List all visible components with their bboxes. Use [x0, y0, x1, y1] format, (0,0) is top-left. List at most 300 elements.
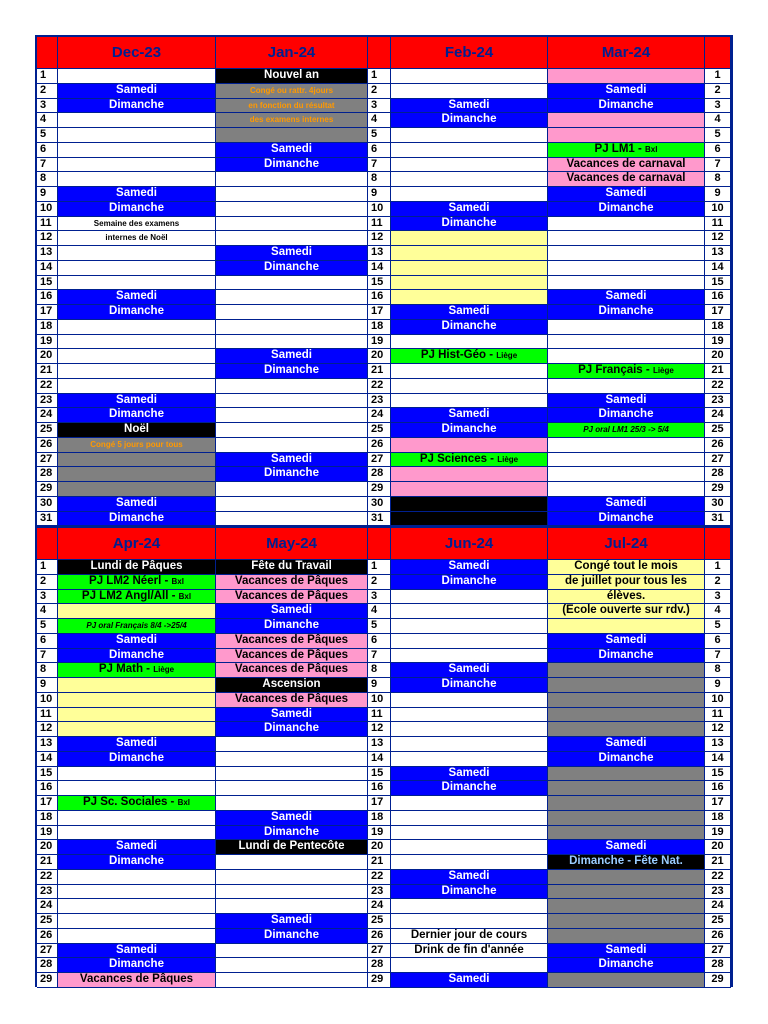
- day-number: 28: [368, 958, 391, 973]
- day-cell-mar-20: [548, 349, 705, 364]
- day-number: 25: [368, 914, 391, 929]
- day-cell-jul-6: [548, 634, 705, 649]
- day-number: 18: [37, 811, 58, 826]
- day-cell-feb-5: [391, 128, 548, 143]
- event-label: élèves.: [606, 589, 646, 602]
- day-cell-apr-1: [58, 560, 216, 575]
- day-number: 29: [368, 482, 391, 497]
- event-label: Dimanche: [598, 511, 654, 524]
- day-cell-may-25: [216, 914, 368, 929]
- day-cell-jun-20: [391, 840, 548, 855]
- day-number: 19: [705, 826, 731, 841]
- event-label: PJ Hist-Géo -: [420, 349, 497, 362]
- event-label: Lundi de Pâques: [90, 560, 183, 572]
- day-cell-jul-21: [548, 855, 705, 870]
- day-number: 12: [37, 722, 58, 737]
- day-number: 25: [705, 914, 731, 929]
- day-cell-feb-24: [391, 408, 548, 423]
- day-cell-dec-15: [58, 276, 216, 291]
- month-header-feb: [391, 37, 548, 69]
- event-label: Dimanche: [264, 157, 319, 170]
- event-label: PJ Sciences -: [419, 452, 498, 465]
- day-number: 1: [705, 560, 731, 575]
- day-cell-jul-26: [548, 929, 705, 944]
- day-cell-may-4: [216, 604, 368, 619]
- day-number: 27: [705, 944, 731, 959]
- day-number: 29: [705, 482, 731, 497]
- day-cell-mar-14: [548, 261, 705, 276]
- day-number: 21: [37, 855, 58, 870]
- day-number: 24: [368, 899, 391, 914]
- event-label: internes de Noël: [105, 233, 168, 243]
- day-cell-dec-3: [58, 99, 216, 114]
- day-cell-jan-23: [216, 394, 368, 409]
- day-number: 26: [37, 438, 58, 453]
- event-label: Dimanche: [598, 958, 654, 971]
- day-number: 2: [368, 575, 391, 590]
- day-cell-jun-18: [391, 811, 548, 826]
- day-cell-jul-15: [548, 767, 705, 782]
- day-number: 10: [37, 202, 58, 217]
- day-number: 5: [37, 619, 58, 634]
- day-cell-apr-10: [58, 693, 216, 708]
- day-cell-dec-28: [58, 467, 216, 482]
- day-cell-may-29: [216, 973, 368, 988]
- day-number: 1: [37, 560, 58, 575]
- event-label: Vacances de Pâques: [234, 648, 349, 661]
- day-cell-jan-4: [216, 113, 368, 128]
- day-cell-apr-24: [58, 899, 216, 914]
- day-cell-jun-14: [391, 752, 548, 767]
- day-number: 19: [37, 335, 58, 350]
- day-cell-jul-19: [548, 826, 705, 841]
- day-cell-jun-1: [391, 560, 548, 575]
- day-number: 3: [37, 590, 58, 605]
- day-cell-jan-2: [216, 84, 368, 99]
- event-label: (Ecole ouverte sur rdv.): [562, 604, 690, 617]
- event-label: Samedi: [605, 393, 647, 406]
- day-number: 8: [705, 172, 731, 187]
- day-cell-apr-20: [58, 840, 216, 855]
- event-label: Dimanche: [109, 648, 164, 661]
- day-cell-jun-23: [391, 885, 548, 900]
- day-cell-mar-27: [548, 453, 705, 468]
- event-label: Samedi: [116, 840, 157, 853]
- day-number: 25: [368, 423, 391, 438]
- day-number: 2: [705, 84, 731, 99]
- day-cell-jan-29: [216, 482, 368, 497]
- day-cell-may-6: [216, 634, 368, 649]
- day-cell-jul-8: [548, 663, 705, 678]
- day-cell-mar-8: [548, 172, 705, 187]
- day-cell-jan-22: [216, 379, 368, 394]
- day-number: 19: [37, 826, 58, 841]
- day-number: 1: [368, 69, 391, 84]
- day-cell-jun-13: [391, 737, 548, 752]
- day-number: 9: [37, 678, 58, 693]
- day-cell-feb-7: [391, 158, 548, 173]
- event-label: Samedi: [605, 83, 647, 96]
- day-cell-dec-24: [58, 408, 216, 423]
- day-number: 6: [705, 634, 731, 649]
- day-cell-mar-1: [548, 69, 705, 84]
- day-number: 10: [368, 693, 391, 708]
- day-cell-jun-29: [391, 973, 548, 988]
- event-label: Congé 5 jours pour tous: [90, 439, 183, 449]
- day-number: 20: [368, 840, 391, 855]
- day-cell-feb-28: [391, 467, 548, 482]
- event-label: Dimanche: [441, 678, 497, 690]
- day-cell-jan-14: [216, 261, 368, 276]
- day-cell-apr-21: [58, 855, 216, 870]
- day-cell-feb-10: [391, 202, 548, 217]
- day-number: 16: [368, 781, 391, 796]
- day-cell-jul-17: [548, 796, 705, 811]
- day-number: 11: [368, 708, 391, 723]
- day-number: 8: [368, 663, 391, 678]
- day-cell-mar-9: [548, 187, 705, 202]
- event-label: Drink de fin d'année: [414, 943, 524, 956]
- day-cell-jan-20: [216, 349, 368, 364]
- day-number: 17: [705, 305, 731, 320]
- event-label: Dimanche: [598, 305, 654, 317]
- day-number: 13: [705, 737, 731, 752]
- event-label: Samedi: [605, 496, 647, 509]
- day-number: 7: [37, 649, 58, 664]
- day-number: 12: [705, 722, 731, 737]
- location-label: Bxl: [645, 144, 658, 154]
- day-cell-jan-21: [216, 364, 368, 379]
- event-label: Congé tout le mois: [574, 560, 678, 572]
- day-cell-feb-26: [391, 438, 548, 453]
- day-number: 13: [37, 737, 58, 752]
- day-cell-mar-26: [548, 438, 705, 453]
- day-cell-apr-23: [58, 885, 216, 900]
- day-cell-apr-18: [58, 811, 216, 826]
- day-number: 6: [368, 634, 391, 649]
- day-cell-feb-22: [391, 379, 548, 394]
- day-cell-mar-21: [548, 364, 705, 379]
- day-number: 13: [705, 246, 731, 261]
- day-number: 22: [705, 379, 731, 394]
- location-label: Bxl: [177, 798, 191, 807]
- day-number: 7: [368, 158, 391, 173]
- day-number: 26: [705, 929, 731, 944]
- event-label: Dimanche: [598, 98, 654, 111]
- day-cell-mar-13: [548, 246, 705, 261]
- day-cell-apr-8: [58, 663, 216, 678]
- event-label: Vacances de Pâques: [234, 692, 349, 705]
- event-label: Nouvel an: [264, 69, 319, 81]
- event-label: Dimanche: [264, 825, 319, 838]
- day-number: 3: [705, 590, 731, 605]
- month-label: Dec-23: [111, 44, 162, 61]
- day-number: 25: [705, 423, 731, 438]
- day-cell-dec-11: [58, 217, 216, 232]
- day-cell-jan-5: [216, 128, 368, 143]
- day-cell-mar-30: [548, 497, 705, 512]
- day-cell-feb-3: [391, 99, 548, 114]
- event-label: PJ LM1 -: [594, 142, 646, 155]
- day-number: 8: [37, 172, 58, 187]
- event-label: Dimanche: [598, 648, 654, 661]
- day-number: 27: [705, 453, 731, 468]
- day-cell-jun-21: [391, 855, 548, 870]
- day-number: 26: [368, 929, 391, 944]
- day-cell-may-2: [216, 575, 368, 590]
- day-number: 19: [368, 826, 391, 841]
- location-label: Liège: [652, 366, 674, 375]
- day-cell-jun-3: [391, 590, 548, 605]
- month-header-blank: [705, 37, 731, 69]
- day-cell-apr-16: [58, 781, 216, 796]
- day-cell-may-23: [216, 885, 368, 900]
- month-header-apr: [58, 528, 216, 560]
- day-cell-may-12: [216, 722, 368, 737]
- event-label: en fonction du résultat: [248, 100, 335, 110]
- day-cell-may-24: [216, 899, 368, 914]
- month-header-blank: [37, 37, 58, 69]
- day-number: 30: [37, 497, 58, 512]
- day-number: 28: [37, 958, 58, 973]
- day-number: 5: [368, 619, 391, 634]
- event-label: PJ LM2 Angl/All -: [81, 589, 179, 602]
- day-number: 4: [37, 113, 58, 128]
- day-number: 27: [368, 944, 391, 959]
- day-cell-may-14: [216, 752, 368, 767]
- event-label: Samedi: [271, 452, 312, 465]
- event-label: Samedi: [271, 914, 312, 926]
- day-cell-mar-19: [548, 335, 705, 350]
- day-cell-may-15: [216, 767, 368, 782]
- event-label: Samedi: [448, 869, 490, 882]
- day-cell-dec-12: [58, 231, 216, 246]
- day-cell-apr-4: [58, 604, 216, 619]
- day-number: 20: [37, 840, 58, 855]
- day-cell-apr-15: [58, 767, 216, 782]
- day-cell-may-28: [216, 958, 368, 973]
- day-number: 2: [37, 575, 58, 590]
- day-number: 28: [705, 958, 731, 973]
- day-cell-feb-27: [391, 453, 548, 468]
- event-label: Samedi: [448, 973, 490, 985]
- day-cell-dec-27: [58, 453, 216, 468]
- day-cell-jun-8: [391, 663, 548, 678]
- day-number: 16: [368, 290, 391, 305]
- day-cell-mar-5: [548, 128, 705, 143]
- event-label: PJ Sc. Sociales -: [82, 796, 178, 808]
- day-cell-jan-27: [216, 453, 368, 468]
- day-number: 10: [368, 202, 391, 217]
- day-cell-feb-11: [391, 217, 548, 232]
- day-number: 10: [705, 693, 731, 708]
- event-label: Vacances de Pâques: [79, 973, 194, 985]
- day-number: 3: [705, 99, 731, 114]
- school-calendar: [35, 35, 733, 987]
- day-cell-jun-24: [391, 899, 548, 914]
- day-number: 5: [705, 128, 731, 143]
- day-number: 11: [37, 217, 58, 232]
- event-label: Samedi: [116, 633, 157, 646]
- event-label: Samedi: [605, 187, 647, 199]
- day-number: 5: [368, 128, 391, 143]
- month-label: Jan-24: [267, 44, 316, 61]
- day-number: 22: [37, 379, 58, 394]
- month-header-jul: [548, 528, 705, 560]
- day-number: 15: [37, 767, 58, 782]
- event-label: Samedi: [448, 766, 490, 779]
- day-cell-jul-3: [548, 590, 705, 605]
- day-number: 20: [705, 349, 731, 364]
- day-cell-jun-19: [391, 826, 548, 841]
- day-cell-may-13: [216, 737, 368, 752]
- day-cell-jun-27: [391, 944, 548, 959]
- event-label: Dimanche: [264, 467, 319, 480]
- day-number: 27: [368, 453, 391, 468]
- day-number: 3: [368, 99, 391, 114]
- day-cell-jun-22: [391, 870, 548, 885]
- day-number: 15: [368, 767, 391, 782]
- day-cell-jul-27: [548, 944, 705, 959]
- day-cell-jun-6: [391, 634, 548, 649]
- day-cell-jan-3: [216, 99, 368, 114]
- day-cell-dec-26: [58, 438, 216, 453]
- day-number: 20: [37, 349, 58, 364]
- event-label: Samedi: [448, 305, 490, 317]
- event-label: Ascension: [262, 678, 321, 690]
- day-cell-jun-17: [391, 796, 548, 811]
- day-number: 17: [368, 305, 391, 320]
- day-cell-dec-16: [58, 290, 216, 305]
- month-header-blank: [705, 528, 731, 560]
- day-cell-feb-19: [391, 335, 548, 350]
- day-number: 7: [705, 158, 731, 173]
- day-number: 15: [705, 767, 731, 782]
- day-cell-jul-24: [548, 899, 705, 914]
- day-number: 12: [368, 231, 391, 246]
- event-label: Samedi: [448, 408, 490, 421]
- day-cell-apr-5: [58, 619, 216, 634]
- day-cell-dec-29: [58, 482, 216, 497]
- event-label: Samedi: [271, 707, 312, 720]
- day-number: 29: [368, 973, 391, 988]
- day-cell-dec-8: [58, 172, 216, 187]
- day-cell-may-3: [216, 590, 368, 605]
- month-header-may: [216, 528, 368, 560]
- day-cell-jul-13: [548, 737, 705, 752]
- month-label: Feb-24: [444, 44, 494, 61]
- event-label: Samedi: [605, 943, 647, 956]
- day-number: 4: [368, 113, 391, 128]
- day-number: 8: [368, 172, 391, 187]
- day-cell-feb-20: [391, 349, 548, 364]
- location-label: Liège: [497, 454, 519, 464]
- event-label: Samedi: [271, 810, 312, 823]
- day-number: 18: [37, 320, 58, 335]
- day-number: 12: [37, 231, 58, 246]
- event-label: PJ oral LM1 25/3 -> 5/4: [583, 425, 669, 434]
- day-cell-jun-5: [391, 619, 548, 634]
- day-cell-jan-19: [216, 335, 368, 350]
- day-cell-mar-17: [548, 305, 705, 320]
- day-number: 13: [368, 737, 391, 752]
- day-cell-feb-15: [391, 276, 548, 291]
- day-cell-mar-15: [548, 276, 705, 291]
- day-cell-dec-6: [58, 143, 216, 158]
- day-number: 4: [705, 113, 731, 128]
- day-cell-feb-2: [391, 84, 548, 99]
- day-cell-dec-21: [58, 364, 216, 379]
- event-label: PJ oral Français 8/4 ->25/4: [86, 621, 187, 630]
- event-label: de juillet pour tous les: [564, 574, 688, 587]
- month-label: May-24: [266, 535, 317, 552]
- day-cell-jun-25: [391, 914, 548, 929]
- event-label: Lundi de Pentecôte: [238, 840, 345, 853]
- day-number: 14: [368, 752, 391, 767]
- day-cell-may-20: [216, 840, 368, 855]
- day-number: 1: [705, 69, 731, 84]
- day-cell-jun-26: [391, 929, 548, 944]
- day-cell-feb-12: [391, 231, 548, 246]
- day-cell-jan-10: [216, 202, 368, 217]
- day-number: 2: [368, 84, 391, 99]
- day-number: 22: [37, 870, 58, 885]
- day-cell-jan-9: [216, 187, 368, 202]
- day-number: 16: [37, 290, 58, 305]
- day-cell-jun-28: [391, 958, 548, 973]
- day-cell-jun-2: [391, 575, 548, 590]
- day-cell-feb-4: [391, 113, 548, 128]
- day-number: 23: [705, 394, 731, 409]
- day-cell-jul-12: [548, 722, 705, 737]
- day-cell-dec-30: [58, 497, 216, 512]
- day-cell-mar-12: [548, 231, 705, 246]
- event-label: Dimanche: [598, 201, 654, 214]
- day-number: 18: [705, 320, 731, 335]
- day-number: 29: [705, 973, 731, 988]
- event-label: Samedi: [271, 604, 312, 617]
- day-cell-jul-4: [548, 604, 705, 619]
- day-cell-jul-10: [548, 693, 705, 708]
- day-number: 21: [368, 855, 391, 870]
- location-label: Bxl: [178, 591, 192, 601]
- day-cell-jun-10: [391, 693, 548, 708]
- event-label: Samedi: [116, 393, 157, 406]
- day-cell-apr-26: [58, 929, 216, 944]
- day-number: 22: [368, 870, 391, 885]
- event-label: Dimanche: [264, 260, 319, 273]
- day-number: 6: [37, 143, 58, 158]
- month-header-mar: [548, 37, 705, 69]
- day-number: 4: [368, 604, 391, 619]
- day-cell-may-5: [216, 619, 368, 634]
- day-cell-may-8: [216, 663, 368, 678]
- event-label: Dimanche: [264, 722, 319, 735]
- day-cell-may-7: [216, 649, 368, 664]
- day-number: 25: [37, 914, 58, 929]
- day-number: 10: [705, 202, 731, 217]
- day-cell-jan-12: [216, 231, 368, 246]
- day-number: 26: [368, 438, 391, 453]
- section-divider: [37, 525, 731, 528]
- day-number: 26: [37, 929, 58, 944]
- event-label: des examens internes: [249, 115, 334, 125]
- day-number: 3: [37, 99, 58, 114]
- day-cell-jan-8: [216, 172, 368, 187]
- day-number: 21: [368, 364, 391, 379]
- event-label: Samedi: [116, 290, 157, 303]
- day-cell-dec-25: [58, 423, 216, 438]
